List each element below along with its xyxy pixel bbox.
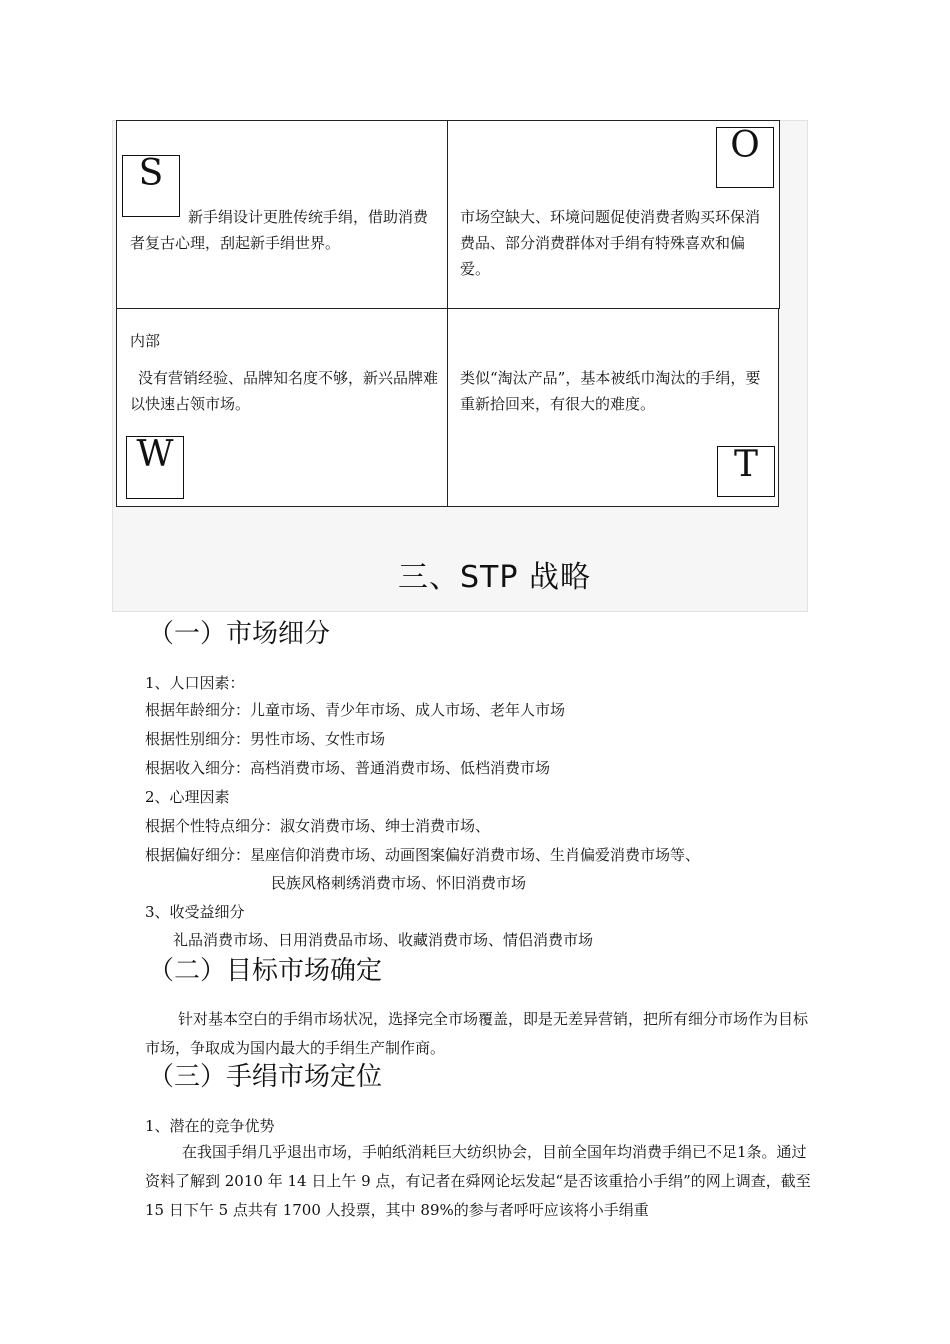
swot-threats-text: 类似“淘汰产品”，基本被纸巾淘汰的手绢，要重新拾回来，有很大的难度。: [460, 369, 761, 413]
section3-paragraph: 在我国手绢几乎退出市场，手帕纸消耗巨大纺织协会，目前全国年均消费手绢已不足1条。通过资料了解到 2010 年 14 日上午 9 点，有记者在舜网论坛发起“是否该重拾小手绢”的网上调查，截至 15 日下午 5 点共有 1700 人投票，其中 89%的参与者呼吁应该将小手绢重: [145, 1143, 811, 1219]
section1-line: 1、人口因素：: [145, 674, 245, 692]
stp-title: 三、STP 战略: [398, 560, 591, 595]
section1-line: 礼品消费市场、日用消费品市场、收藏消费市场、情侣消费市场: [173, 931, 594, 949]
section1-line: 根据偏好细分：星座信仰消费市场、动画图案偏好消费市场、生肖偏爱消费市场等、: [145, 846, 701, 864]
section3-subheading: 1、潜在的竞争优势: [145, 1117, 275, 1135]
swot-letter-o: O: [716, 127, 774, 188]
section1-line: 民族风格刺绣消费市场、怀旧消费市场: [271, 874, 527, 892]
swot-letter-t: T: [717, 446, 775, 497]
section3-heading: （三）手绢市场定位: [148, 1062, 383, 1092]
section2-paragraph: 针对基本空白的手绢市场状况，选择完全市场覆盖，即是无差异营销，把所有细分市场作为目标市场，争取成为国内最大的手绢生产制作商。: [145, 1010, 809, 1057]
swot-strengths-text: 新手绢设计更胜传统手绢，借助消费者复古心理，刮起新手绢世界。: [130, 208, 429, 252]
swot-letter-s: S: [122, 155, 180, 217]
section1-line: 根据个性特点细分：淑女消费市场、绅士消费市场、: [145, 817, 491, 835]
swot-internal-label: 内部: [130, 332, 161, 350]
section1-heading: （一）市场细分: [148, 619, 331, 649]
swot-opportunities-text: 市场空缺大、环境问题促使消费者购买环保消费品、部分消费群体对手绢有特殊喜欢和偏爱。: [460, 208, 761, 278]
section1-line: 3、收受益细分: [145, 903, 245, 921]
swot-letter-w: W: [126, 436, 184, 499]
section2-heading: （二）目标市场确定: [148, 956, 383, 986]
section1-line: 2、心理因素: [145, 788, 230, 806]
section1-line: 根据收入细分：高档消费市场、普通消费市场、低档消费市场: [145, 759, 551, 777]
swot-weaknesses-text: 没有营销经验、品牌知名度不够，新兴品牌难以快速占领市场。: [130, 369, 439, 413]
section1-line: 根据性别细分：男性市场、女性市场: [145, 730, 386, 748]
section1-line: 根据年龄细分：儿童市场、青少年市场、成人市场、老年人市场: [145, 701, 566, 719]
